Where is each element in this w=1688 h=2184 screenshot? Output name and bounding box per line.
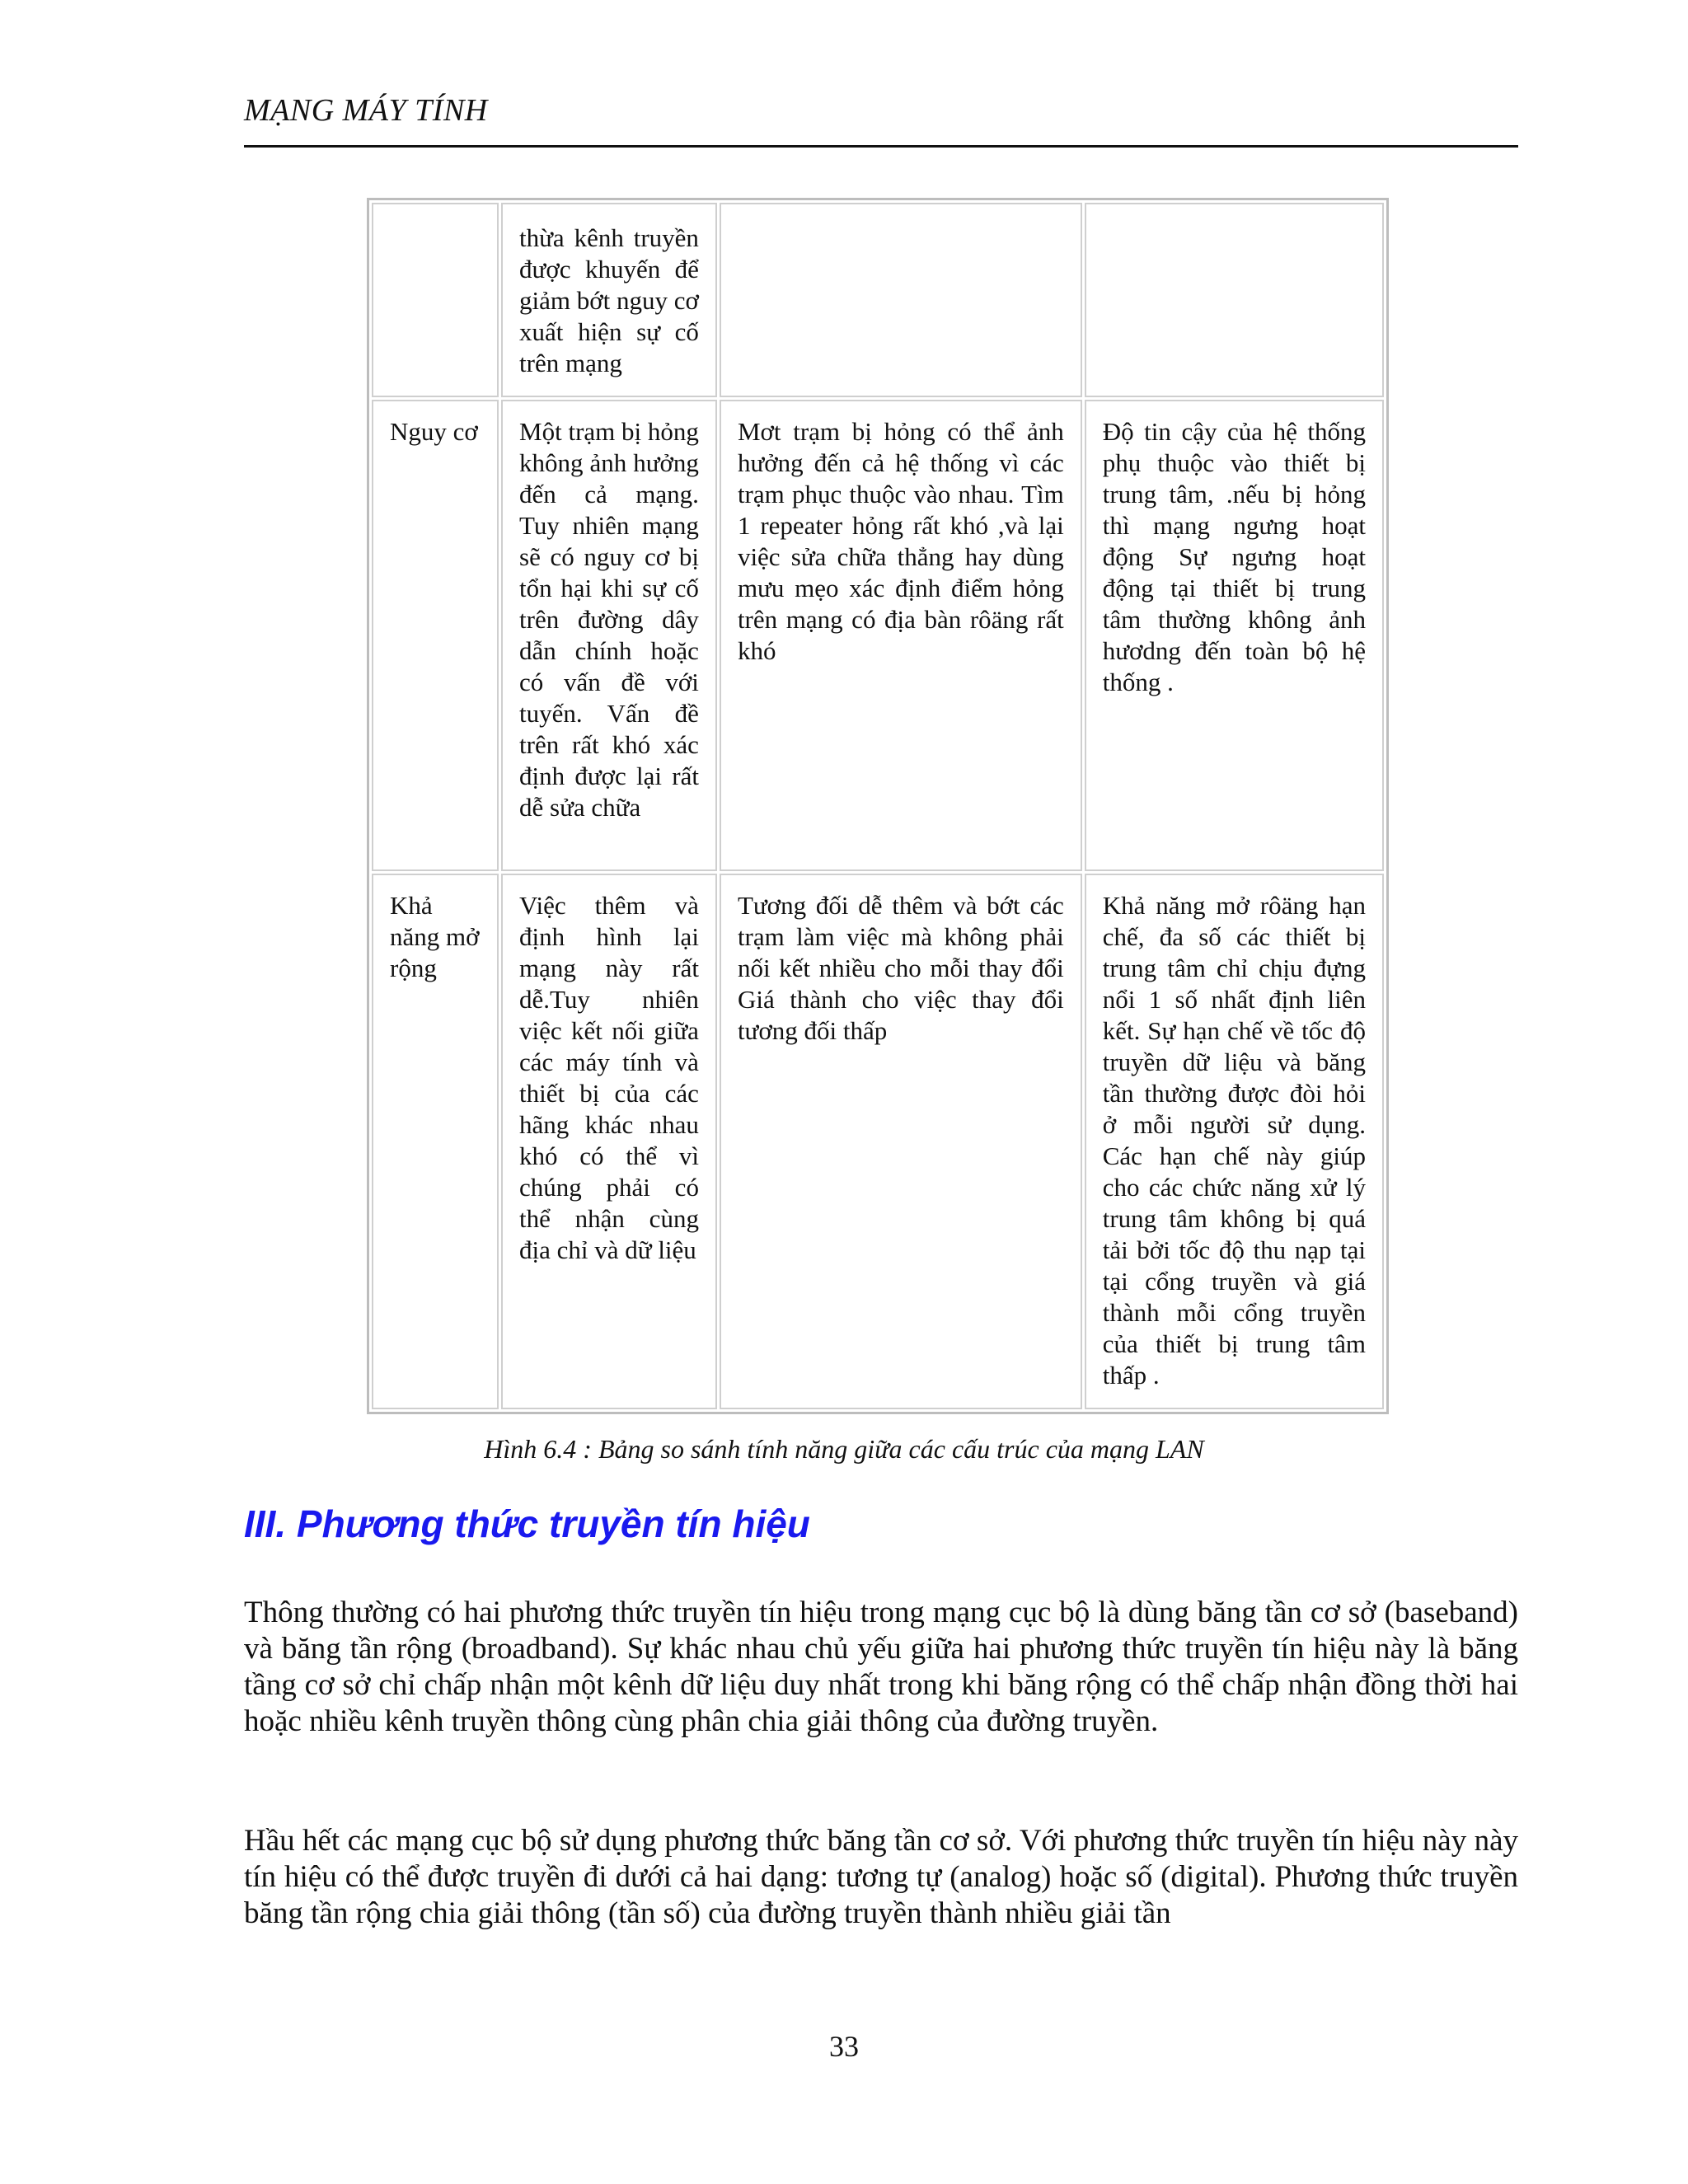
- table-cell: Một trạm bị hỏng không ảnh hưởng đến cả mạng. Tuy nhiên mạng sẽ có nguy cơ bị tổn hại khi sự cố trên đường dây dẫn chính hoặc có vấn đề với tuyến. Vấn đề trên rất khó xác định được lại rất dễ sửa chữa: [501, 400, 717, 871]
- table-cell: Độ tin cậy của hệ thống phụ thuộc vào thiết bị trung tâm, .nếu bị hỏng thì mạng ngưng hoạt động Sự ngưng hoạt động tại thiết bị trung tâm thường không ảnh hươdng đến toàn bộ hệ thống .: [1085, 400, 1384, 871]
- comparison-table: [367, 198, 1389, 1414]
- table-cell: [372, 203, 499, 397]
- page-number: 33: [829, 2030, 859, 2063]
- body-paragraph: Hầu hết các mạng cục bộ sử dụng phương thức băng tần cơ sở. Với phương thức truyền tín hiệu này này tín hiệu có thể được truyền đi dưới cả hai dạng: tương tự (analog) hoặc số (digital). Phương thức truyền băng tần rộng chia giải thông (tần số) của đường truyền thành nhiều giải tần: [244, 1824, 1518, 1930]
- table-cell: Mơt trạm bị hỏng có thể ảnh hưởng đến cả hệ thống vì các trạm phục thuộc vào nhau. Tìm 1 repeater hỏng rất khó ,và lại việc sửa chữa thẳng hay dùng mưu mẹo xác định điểm hỏng trên mạng có địa bàn rôäng rất khó: [720, 400, 1082, 871]
- figure-caption: Hình 6.4 : Bảng so sánh tính năng giữa các cấu trúc của mạng LAN: [484, 1434, 1204, 1464]
- table-row: [372, 400, 1384, 871]
- row-header-cell: Khả năng mở rộng: [372, 874, 499, 1409]
- table-cell: thừa kênh truyền được khuyến để giảm bớt nguy cơ xuất hiện sự cố trên mạng: [501, 203, 717, 397]
- row-header-cell: Nguy cơ: [372, 400, 499, 871]
- table-cell: Khả năng mở rôäng hạn chế, đa số các thiết bị trung tâm chỉ chịu đựng nổi 1 số nhất định liên kết. Sự hạn chế về tốc độ truyền dữ liệu và băng tần thường được đòi hỏi ở mỗi người sử dụng. Các hạn chế này giúp cho các chức năng xử lý trung tâm không bị quá tải bởi tốc độ thu nạp tại tại cổng truyền và giá thành mỗi cổng truyền của thiết bị trung tâm thấp .: [1085, 874, 1384, 1409]
- body-paragraph: Thông thường có hai phương thức truyền tín hiệu trong mạng cục bộ là dùng băng tần cơ sở (baseband) và băng tần rộng (broadband). Sự khác nhau chủ yếu giữa hai phương thức truyền tín hiệu này là băng tầng cơ sở chỉ chấp nhận một kênh dữ liệu duy nhất trong khi băng rộng có thể chấp nhận đồng thời hai hoặc nhiều kênh truyền thông cùng phân chia giải thông của đường truyền.: [244, 1596, 1518, 1738]
- table-row: [372, 874, 1384, 1409]
- table-cell: [1085, 203, 1384, 397]
- table-row: [372, 203, 1384, 397]
- section-heading: III. Phương thức truyền tín hiệu: [244, 1502, 810, 1545]
- header-divider: [244, 145, 1518, 148]
- table-cell: [720, 203, 1082, 397]
- table-cell: Tương đối dễ thêm và bớt các trạm làm việc mà không phải nối kết nhiều cho mỗi thay đổi Giá thành cho việc thay đổi tương đối thấp: [720, 874, 1082, 1409]
- running-header: MẠNG MÁY TÍNH: [244, 93, 488, 128]
- table-cell: Việc thêm và định hình lại mạng này rất dễ.Tuy nhiên việc kết nối giữa các máy tính và thiết bị của các hãng khác nhau khó có thể vì chúng phải có thể nhận cùng địa chỉ và dữ liệu: [501, 874, 717, 1409]
